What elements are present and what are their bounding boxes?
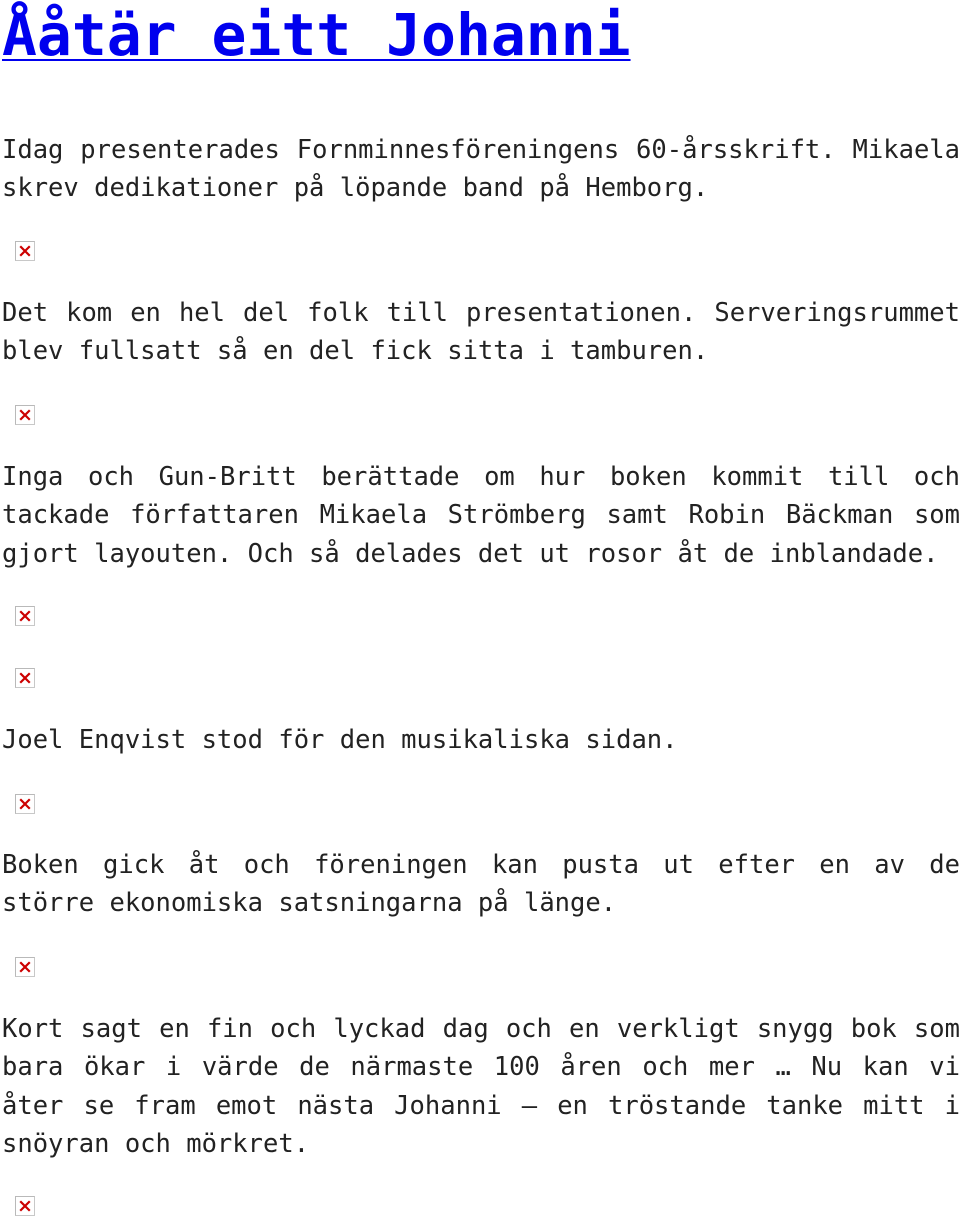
paragraph-6: Kort sagt en fin och lyckad dag och en verkligt snygg bok som bara ökar i värde de närmaste 100 åren och mer … Nu kan vi åter se fram emot nästa Johanni – en tröstande tanke mitt i snöyran och mörkret. [2,1014,960,1160]
paragraph-4: Joel Enqvist stod för den musikaliska sidan. [2,725,678,755]
broken-image-icon [15,794,35,814]
paragraph-2: Det kom en hel del folk till presentationen. Serveringsrummet blev fullsatt så en del fick sitta i tamburen. [2,298,960,367]
paragraph-5: Boken gick åt och föreningen kan pusta ut efter en av de större ekonomiska satsningarna på länge. [2,850,960,919]
broken-image-icon [15,957,35,977]
broken-image-icon [15,1196,35,1216]
broken-image-icon [15,405,35,425]
broken-image-icon [15,668,35,688]
broken-image-icon [15,241,35,261]
paragraph-1: Idag presenterades Fornminnesföreningens 60-årsskrift. Mikaela skrev dedikationer på löpande band på Hemborg. [2,135,960,204]
paragraph-3: Inga och Gun-Britt berättade om hur boken kommit till och tackade författaren Mikaela Strömberg samt Robin Bäckman som gjort layouten. Och så delades det ut rosor åt de inblandade. [2,462,960,569]
article-title-link[interactable]: Ååtär eitt Johanni [2,1,631,69]
article-title [2,2,631,68]
broken-image-icon [15,606,35,626]
